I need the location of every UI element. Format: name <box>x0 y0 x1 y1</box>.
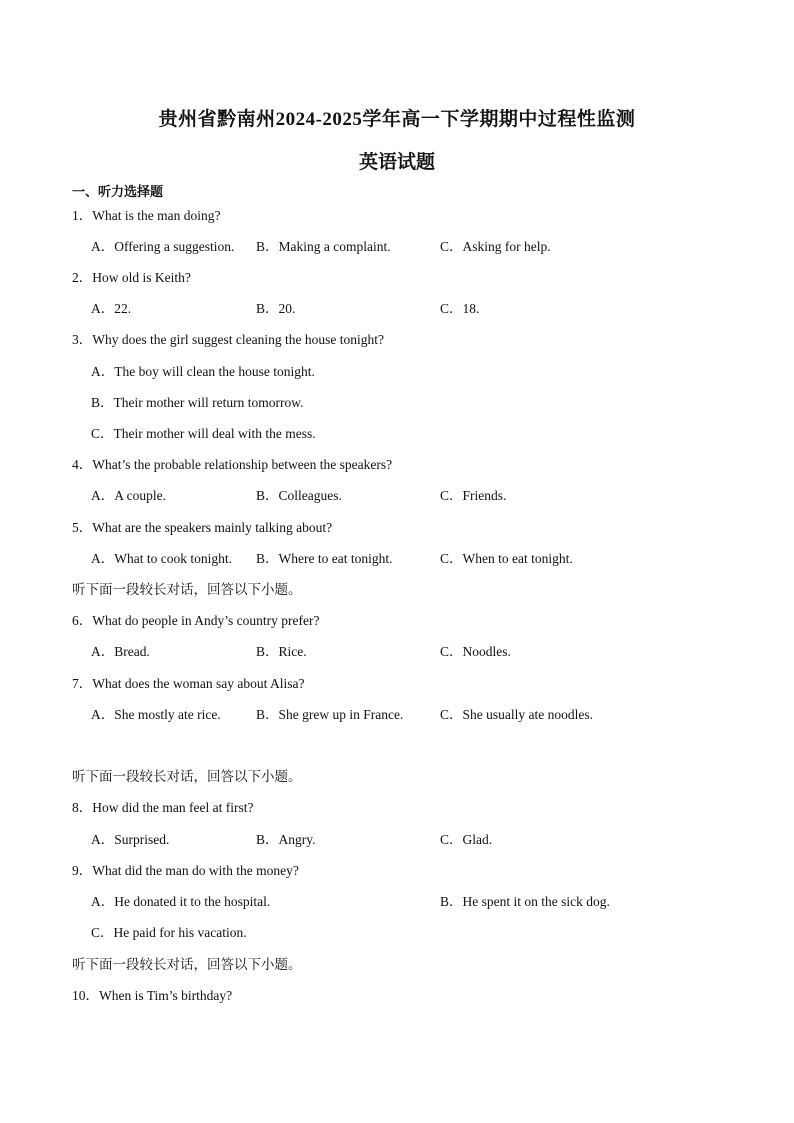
q1-option-b: B．Making a complaint. <box>256 239 391 254</box>
q5-option-c: C．When to eat tonight. <box>440 551 573 566</box>
q7-option-b: B．She grew up in France. <box>256 707 404 722</box>
q6-option-c: C．Noodles. <box>440 644 511 659</box>
page-title: 贵州省黔南州2024-2025学年高一下学期期中过程性监测 <box>158 109 636 130</box>
q8-option-a: A．Surprised. <box>91 832 170 847</box>
q3-option-a: A．The boy will clean the house tonight. <box>91 364 315 379</box>
q1-option-c: C．Asking for help. <box>440 239 551 254</box>
q7-option-c: C．She usually ate noodles. <box>440 707 593 722</box>
q9-option-b: B．He spent it on the sick dog. <box>440 894 610 909</box>
q1-option-a: A．Offering a suggestion. <box>91 239 235 254</box>
q3-option-c: C．Their mother will deal with the mess. <box>91 426 316 441</box>
question-1: 1．What is the man doing? <box>72 208 221 223</box>
q2-option-a: A．22. <box>91 301 132 316</box>
q7-option-a: A．She mostly ate rice. <box>91 707 221 722</box>
question-5: 5．What are the speakers mainly talking about? <box>72 520 333 535</box>
q8-option-b: B．Angry. <box>256 832 316 847</box>
question-2: 2．How old is Keith? <box>72 270 191 285</box>
question-10: 10．When is Tim’s birthday? <box>72 988 233 1003</box>
q3-option-b: B．Their mother will return tomorrow. <box>91 395 304 410</box>
q4-option-a: A．A couple. <box>91 488 166 503</box>
q8-option-c: C．Glad. <box>440 832 493 847</box>
listening-instruction-1: 听下面一段较长对话，回答以下小题。 <box>72 582 302 597</box>
q6-option-a: A．Bread. <box>91 644 150 659</box>
page-subtitle: 英语试题 <box>358 152 435 173</box>
q5-option-b: B．Where to eat tonight. <box>256 551 393 566</box>
section-heading: 一、听力选择题 <box>72 184 164 199</box>
q4-option-b: B．Colleagues. <box>256 488 342 503</box>
q9-option-c: C．He paid for his vacation. <box>91 925 247 940</box>
question-3: 3．Why does the girl suggest cleaning the house tonight? <box>72 332 384 347</box>
listening-instruction-3: 听下面一段较长对话，回答以下小题。 <box>72 957 302 972</box>
q9-option-a: A．He donated it to the hospital. <box>91 894 271 909</box>
question-9: 9．What did the man do with the money? <box>72 863 299 878</box>
q4-option-c: C．Friends. <box>440 488 507 503</box>
question-7: 7．What does the woman say about Alisa? <box>72 676 305 691</box>
q2-option-b: B．20. <box>256 301 296 316</box>
question-6: 6．What do people in Andy’s country prefer? <box>72 613 320 628</box>
q6-option-b: B．Rice. <box>256 644 307 659</box>
question-4: 4．What’s the probable relationship between the speakers? <box>72 457 393 472</box>
q2-option-c: C．18. <box>440 301 480 316</box>
question-8: 8．How did the man feel at first? <box>72 800 254 815</box>
listening-instruction-2: 听下面一段较长对话，回答以下小题。 <box>72 769 302 784</box>
q5-option-a: A．What to cook tonight. <box>91 551 232 566</box>
